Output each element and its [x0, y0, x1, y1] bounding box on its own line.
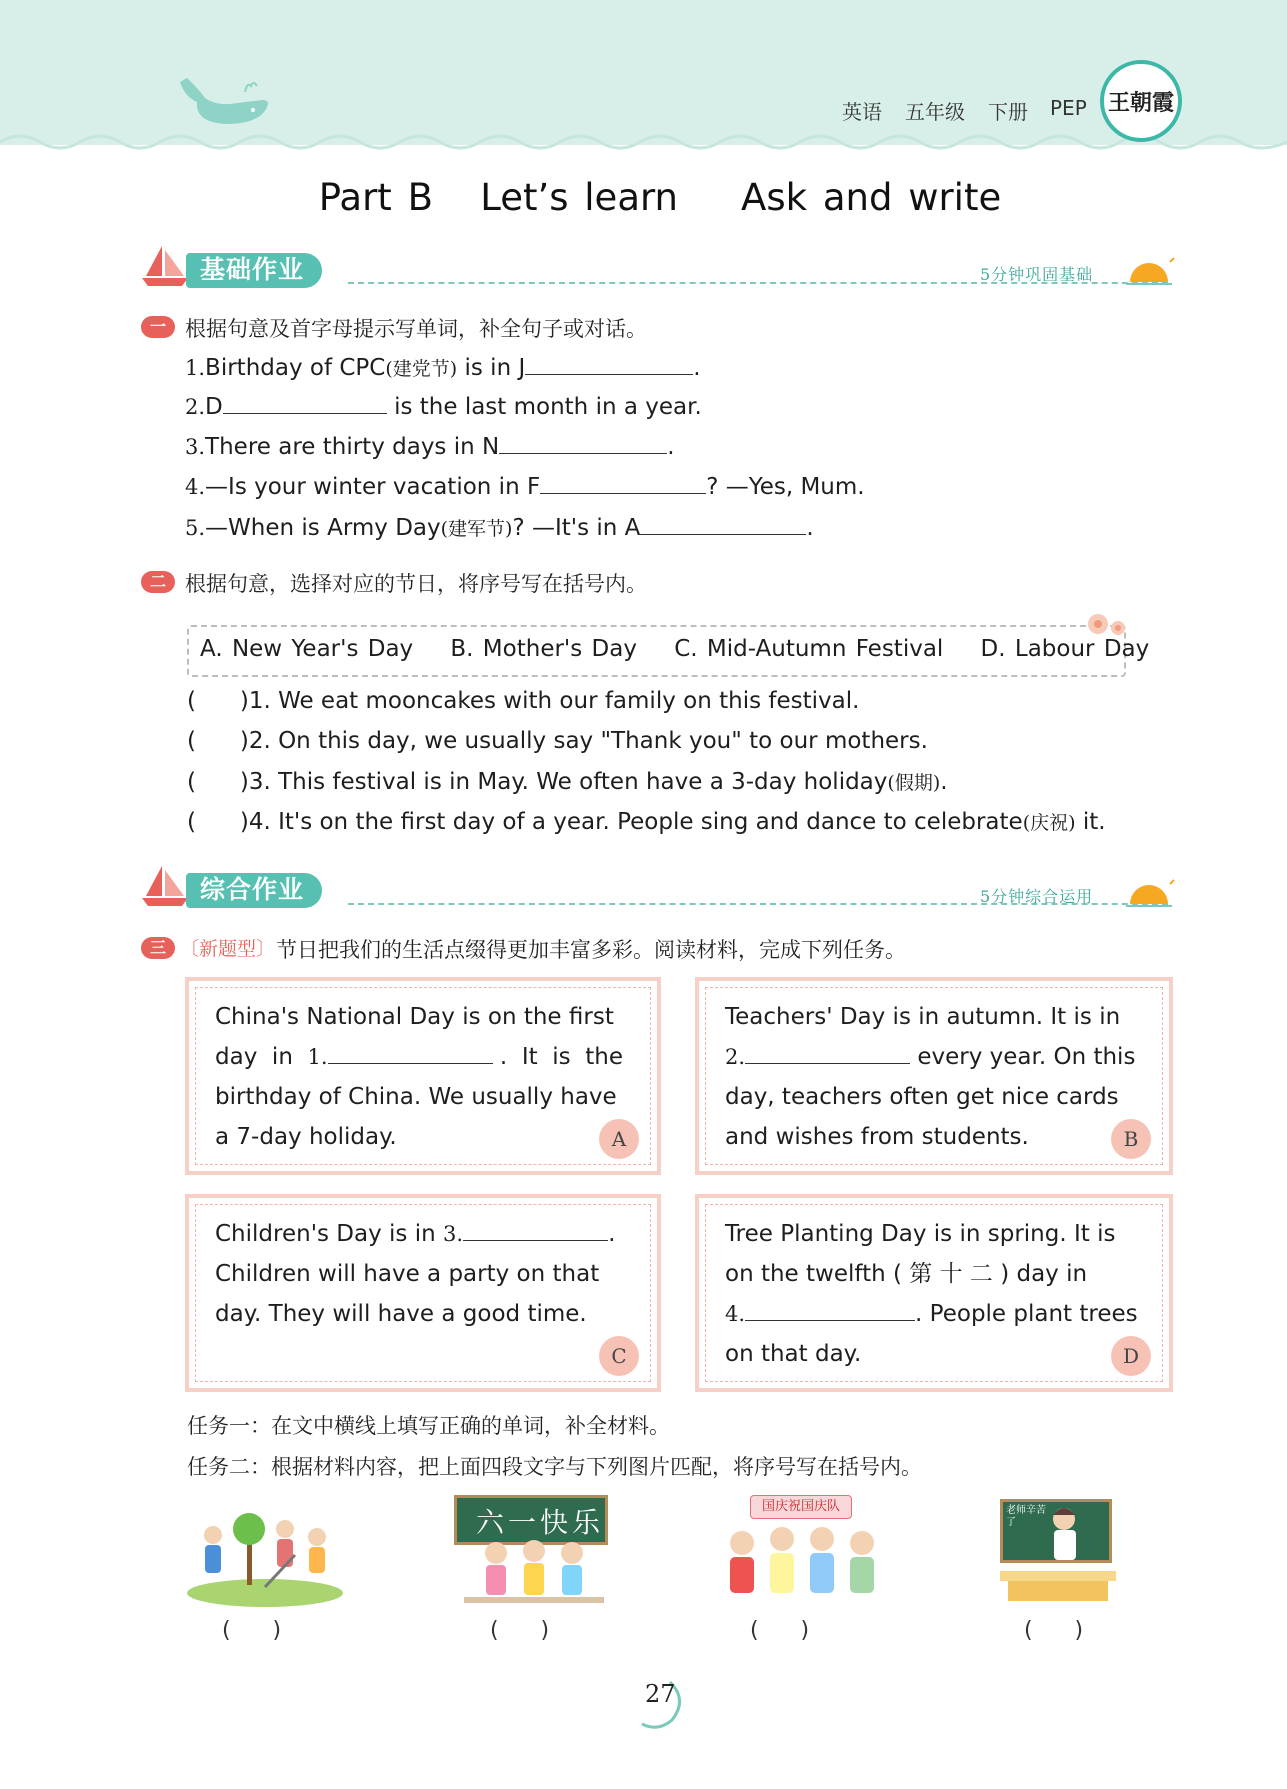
section-basic-banner	[186, 250, 322, 286]
page-number: 27	[645, 1680, 676, 1708]
answer-blank[interactable]	[499, 453, 667, 454]
task-2: 任务二：根据材料内容，把上面四段文字与下列图片匹配，将序号写在括号内。	[187, 1455, 922, 1479]
answer-blank[interactable]	[640, 534, 806, 535]
section-basic-note: 5分钟巩固基础	[980, 265, 1094, 284]
passage-card-b: Teachers' Day is in autumn. It is in 2. every year. On this day, teachers often get nice cards and wishes from students. B	[695, 977, 1173, 1175]
q1-item-3: 3.There are thirty days in N .	[185, 434, 675, 460]
card-letter-c: C	[599, 1336, 639, 1376]
task-1: 任务一：在文中横线上填写正确的单词，补全材料。	[187, 1414, 670, 1438]
national-day-picture	[712, 1495, 892, 1605]
options-list: A. New Year's Day B. Mother's Day C. Mid-Autumn Festival D. Labour Day	[200, 636, 1150, 662]
tree-planting-picture	[185, 1495, 345, 1607]
teachers-day-picture	[998, 1495, 1118, 1605]
section-basic-label: 基础作业	[186, 253, 322, 288]
sun-icon	[1122, 878, 1176, 908]
q2-item-2: ( )2. On this day, we usually say "Thank you" to our mothers.	[187, 728, 928, 754]
answer-paren[interactable]: (	[187, 769, 240, 795]
passage-card-c: Children's Day is in 3. . Children will have a party on that day. They will have a good time. C	[185, 1194, 661, 1392]
childrens-day-picture	[454, 1495, 608, 1605]
answer-blank[interactable]	[525, 374, 693, 375]
sun-icon	[1122, 256, 1176, 286]
question-1-instruction: 根据句意及首字母提示写单词，补全句子或对话。	[185, 317, 647, 341]
answer-paren[interactable]: (	[187, 728, 240, 754]
board-text: 六一快乐	[476, 1506, 605, 1539]
flower-icon	[1080, 610, 1130, 640]
subject-label: 英语	[842, 100, 882, 124]
answer-paren-4[interactable]: ( )	[1024, 1618, 1084, 1643]
volume-label: 下册	[988, 100, 1028, 124]
q1-item-2: 2.D is the last month in a year.	[185, 394, 702, 420]
question-3-badge: 三	[141, 937, 175, 959]
brand-logo	[1100, 60, 1182, 142]
answer-blank[interactable]	[223, 413, 387, 414]
answer-blank[interactable]	[745, 1063, 910, 1064]
banner-text: 国庆祝国庆队	[750, 1495, 852, 1519]
q1-item-5: 5.—When is Army Day(建军节)? —It's in A .	[185, 515, 814, 541]
ship-icon	[140, 864, 190, 908]
passage-card-a: China's National Day is on the first day in 1. . It is the birthday of China. We usually have a 7-day holiday. A	[185, 977, 661, 1175]
ship-icon	[140, 244, 190, 288]
question-2-instruction: 根据句意，选择对应的节日，将序号写在括号内。	[185, 572, 647, 596]
answer-blank[interactable]	[463, 1240, 608, 1241]
q1-item-1: 1.Birthday of CPC(建党节) is in J .	[185, 355, 701, 381]
card-letter-b: B	[1111, 1119, 1151, 1159]
answer-paren-2[interactable]: ( )	[490, 1618, 550, 1643]
answer-paren[interactable]: (	[187, 809, 240, 835]
section-comprehensive-note: 5分钟综合运用	[980, 887, 1094, 906]
answer-paren-1[interactable]: ( )	[222, 1618, 282, 1643]
passage-card-d: Tree Planting Day is in spring. It is on the twelfth ( 第 十 二 ) day in 4. . People plant trees on that day. D	[695, 1194, 1173, 1392]
question-2-badge: 二	[141, 571, 175, 593]
card-letter-d: D	[1111, 1336, 1151, 1376]
whale-icon	[175, 72, 275, 132]
new-type-tag: 〔新题型〕	[180, 938, 276, 960]
answer-paren[interactable]: (	[187, 688, 240, 714]
section-comprehensive-label: 综合作业	[186, 873, 322, 908]
answer-blank[interactable]	[328, 1063, 493, 1064]
answer-blank[interactable]	[540, 493, 706, 494]
q2-item-1: ( )1. We eat mooncakes with our family on this festival.	[187, 688, 860, 714]
grade-label: 五年级	[905, 100, 965, 124]
board-text: 老师辛苦了	[1006, 1505, 1046, 1528]
section-comprehensive-banner	[186, 870, 322, 906]
question-3-instruction: 节日把我们的生活点缀得更加丰富多彩。阅读材料，完成下列任务。	[276, 938, 906, 962]
question-1-badge: 一	[141, 316, 175, 338]
answer-blank[interactable]	[745, 1320, 915, 1321]
q1-item-4: 4.—Is your winter vacation in F ? —Yes, Mum.	[185, 474, 865, 500]
edition-label: PEP	[1050, 96, 1087, 120]
card-letter-a: A	[599, 1119, 639, 1159]
brand-name: 王朝霞	[1107, 90, 1174, 116]
q2-item-3: ( )3. This festival is in May. We often have a 3-day holiday(假期).	[187, 769, 948, 795]
answer-paren-3[interactable]: ( )	[750, 1618, 810, 1643]
page-title: Part B Let’s learn Ask and write	[318, 176, 1002, 219]
q2-item-4: ( )4. It's on the first day of a year. People sing and dance to celebrate(庆祝) it.	[187, 809, 1106, 835]
